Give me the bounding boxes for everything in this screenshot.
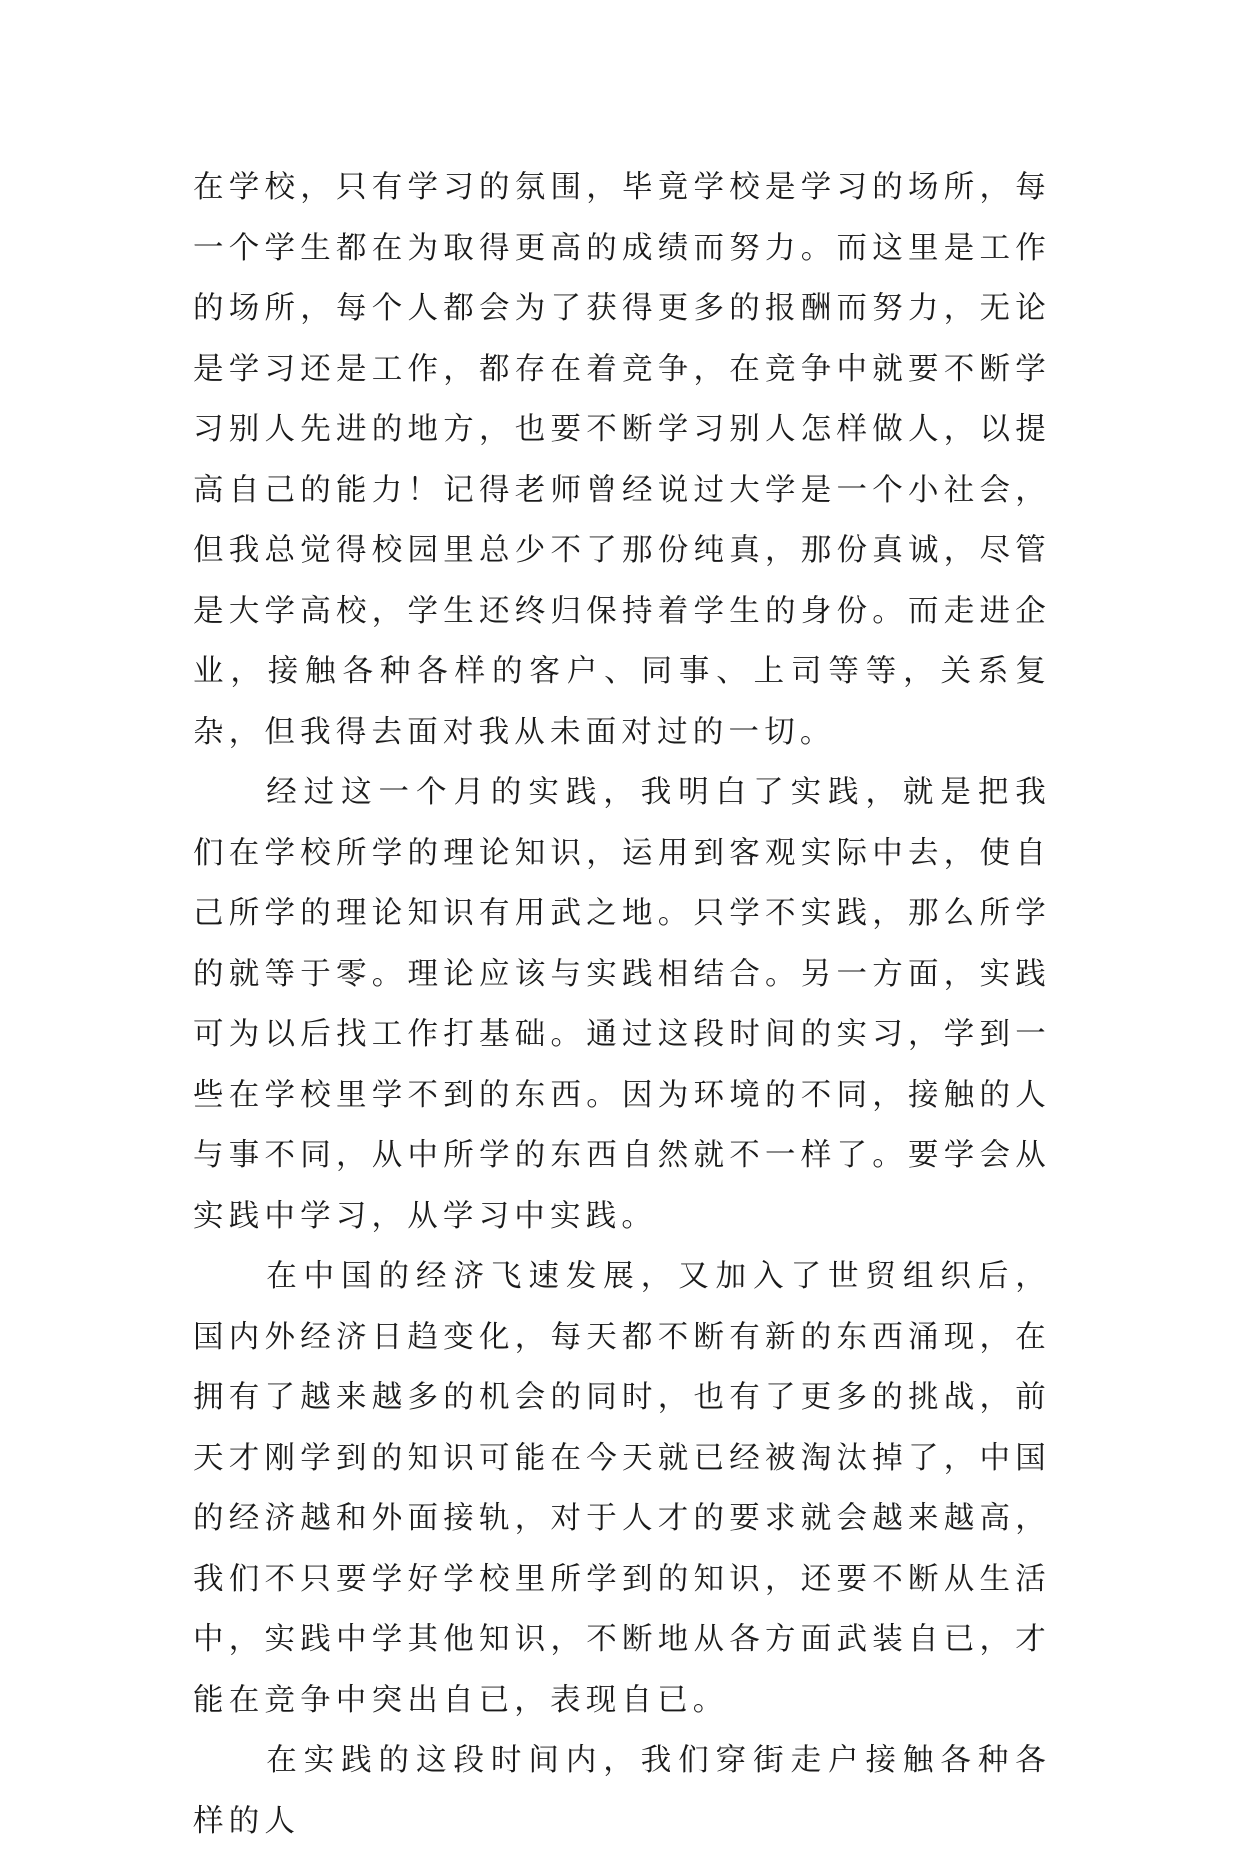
paragraph-3: 在中国的经济飞速发展，又加入了世贸组织后，国内外经济日趋变化，每天都不断有新的东西涌现，在拥有了越来越多的机会的同时，也有了更多的挑战，前天才刚学到的知识可能在今天就已经被淘汰掉了，中国的经济越和外面接轨，对于人才的要求就会越来越高，我们不只要学好学校里所学到的知识，还要不断从生活中，实践中学其他知识，不断地从各方面武装自已，才能在竞争中突出自已，表现自已。 (193, 1259, 1051, 1718)
paragraph-4: 在实践的这段时间内，我们穿街走户接触各种各样的人 (193, 1743, 1051, 1839)
paragraph-2: 经过这一个月的实践，我明白了实践，就是把我们在学校所学的理论知识，运用到客观实际中去，使自己所学的理论知识有用武之地。只学不实践，那么所学的就等于零。理论应该与实践相结合。另一方面，实践可为以后找工作打基础。通过这段时间的实习，学到一些在学校里学不到的东西。因为环境的不同，接触的人与事不同，从中所学的东西自然就不一样了。要学会从实践中学习，从学习中实践。 (193, 775, 1051, 1234)
paragraph-1: 在学校，只有学习的氛围，毕竟学校是学习的场所，每一个学生都在为取得更高的成绩而努力。而这里是工作的场所，每个人都会为了获得更多的报酬而努力，无论是学习还是工作，都存在着竞争，在竞争中就要不断学习别人先进的地方，也要不断学习别人怎样做人，以提高自己的能力！记得老师曾经说过大学是一个小社会，但我总觉得校园里总少不了那份纯真，那份真诚，尽管是大学高校，学生还终归保持着学生的身份。而走进企业，接触各种各样的客户、同事、上司等等，关系复杂，但我得去面对我从未面对过的一切。 (193, 170, 1051, 750)
document-body (193, 158, 1051, 1852)
